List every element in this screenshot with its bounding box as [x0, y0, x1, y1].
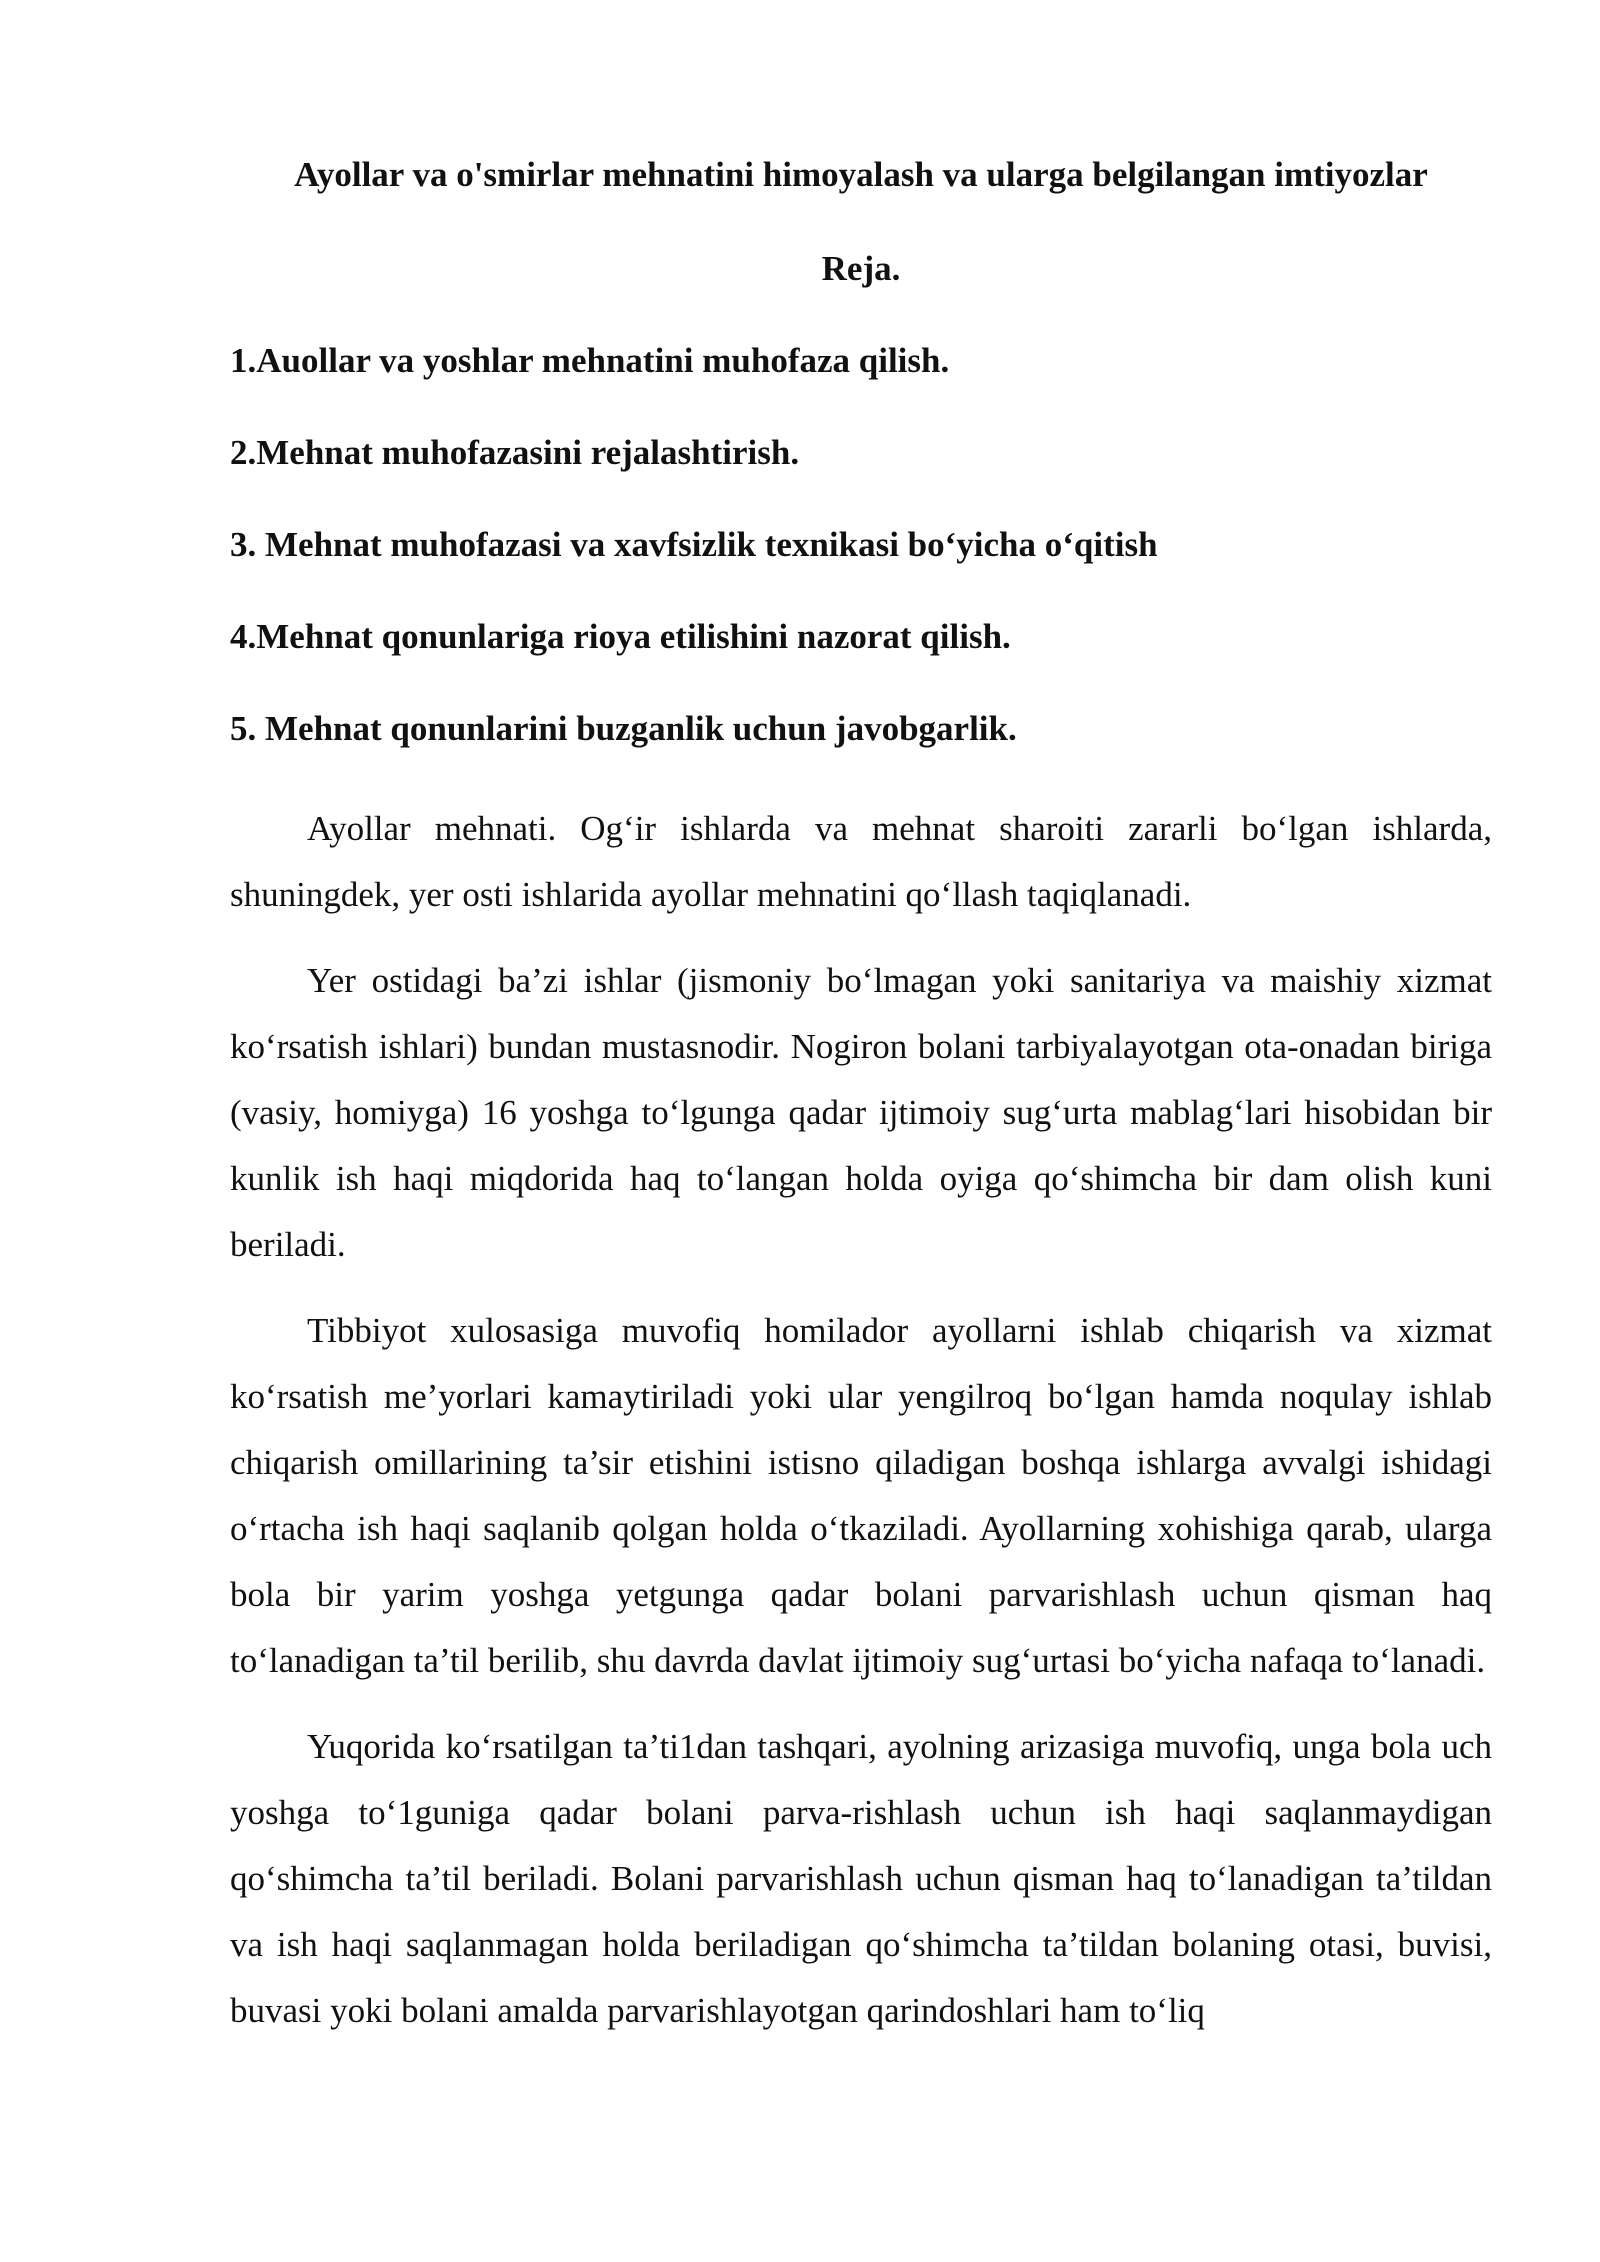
plan-heading: Reja. — [821, 249, 901, 288]
document-title: Ayollar va o'smirlar mehnatini himoyalash va ularga belgilangan imtiyozlar — [294, 155, 1428, 194]
paragraph: Ayollar mehnati. Og‘ir ishlarda va mehnat sharoiti zararli bo‘lgan ishlarda, shuningdek, yer osti ishlarida ayollar mehnatini qo‘llash taqiqlanadi. — [230, 809, 1492, 914]
plan-item: 4.Mehnat qonunlariga rioya etilishini nazorat qilish. — [230, 617, 1011, 656]
plan-item: 5. Mehnat qonunlarini buzganlik uchun javobgarlik. — [230, 709, 1017, 748]
body-text — [230, 796, 1492, 2064]
plan-list — [230, 336, 1492, 796]
paragraph: Yer ostidagi ba’zi ishlar (jismoniy bo‘lmagan yoki sanitariya va maishiy xizmat ko‘rsatish ishlari) bundan mustasnodir. Nogiron bolani tarbiyalayotgan ota-onadan biriga (vasiy, homiyga) 16 yoshga to‘lgunga qadar ijtimoiy sug‘urta mablag‘lari hisobidan bir kunlik ish haqi miqdorida haq to‘langan holda oyiga qo‘shimcha bir dam olish kuni beriladi. — [230, 961, 1492, 1264]
paragraph: Tibbiyot xulosasiga muvofiq homilador ayollarni ishlab chiqarish va xizmat ko‘rsatish me’yorlari kamaytiriladi yoki ular yengilroq bo‘lgan hamda noqulay ishlab chiqarish omillarining ta’sir etishini istisno qiladigan boshqa ishlarga avvalgi ishidagi o‘rtacha ish haqi saqlanib qolgan holda o‘tkaziladi. Ayollarning xohishiga qarab, ularga bola bir yarim yoshga yetgunga qadar bolani parvarishlash uchun qisman haq to‘lanadigan ta’til berilib, shu davrda davlat ijtimoiy sug‘urtasi bo‘yicha nafaqa to‘lanadi. — [230, 1311, 1492, 1680]
plan-item: 3. Mehnat muhofazasi va xavfsizlik texnikasi bo‘yicha o‘qitish — [230, 525, 1158, 564]
plan-item: 2.Mehnat muhofazasini rejalashtirish. — [230, 433, 800, 472]
plan-item: 1.Auollar va yoshlar mehnatini muhofaza qilish. — [230, 341, 950, 380]
paragraph: Yuqorida ko‘rsatilgan ta’ti1dan tashqari, ayolning arizasiga muvofiq, unga bola uch yoshga to‘1guniga qadar bolani parva-rishlash uchun ish haqi saqlanmaydigan qo‘shimcha ta’til beriladi. Bolani parvarishlash uchun qisman haq to‘lanadigan ta’tildan va ish haqi saqlanmagan holda beriladigan qo‘shimcha ta’tildan bolaning otasi, buvisi, buvasi yoki bolani amalda parvarishlayotgan qarindoshlari ham to‘liq — [230, 1727, 1492, 2030]
